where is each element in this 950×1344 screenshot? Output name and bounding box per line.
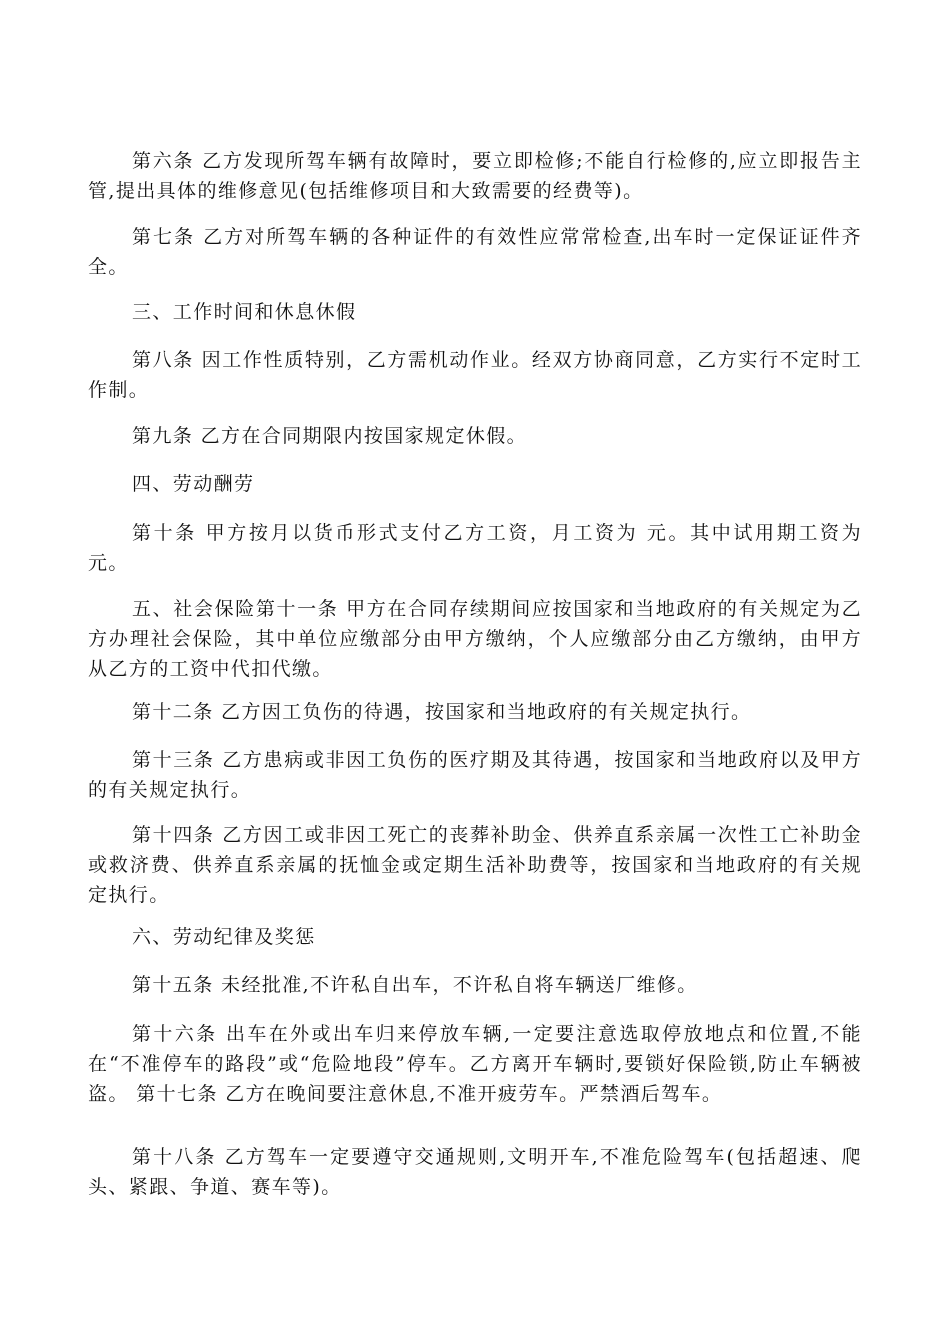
article-8-paragraph: 第八条 因工作性质特别，乙方需机动作业。经双方协商同意，乙方实行不定时工作制。 xyxy=(88,349,862,401)
article-18-paragraph: 第十八条 乙方驾车一定要遵守交通规则,文明开车,不准危险驾车(包括超速、爬头、紧跟、争道、赛车等)。 xyxy=(88,1146,862,1198)
section-4-heading: 四、劳动酬劳 xyxy=(132,473,255,495)
article-10-paragraph: 第十条 甲方按月以货币形式支付乙方工资，月工资为 元。其中试用期工资为 元。 xyxy=(88,522,862,574)
article-6-paragraph: 第六条 乙方发现所驾车辆有故障时，要立即检修;不能自行检修的,应立即报告主管,提出具体的维修意见(包括维修项目和大致需要的经费等)。 xyxy=(88,150,862,202)
section-3-heading: 三、工作时间和休息休假 xyxy=(132,301,357,323)
section-5-article-11-paragraph: 五、社会保险第十一条 甲方在合同存续期间应按国家和当地政府的有关规定为乙方办理社会保险，其中单位应缴部分由甲方缴纳，个人应缴部分由乙方缴纳，由甲方从乙方的工资中代扣代缴。 xyxy=(88,598,862,680)
article-12-paragraph: 第十二条 乙方因工负伤的待遇，按国家和当地政府的有关规定执行。 xyxy=(132,701,752,723)
article-14-paragraph: 第十四条 乙方因工或非因工死亡的丧葬补助金、供养直系亲属一次性工亡补助金或救济费、供养直系亲属的抚恤金或定期生活补助费等，按国家和当地政府的有关规定执行。 xyxy=(88,824,862,906)
section-6-heading: 六、劳动纪律及奖惩 xyxy=(132,926,316,948)
article-13-paragraph: 第十三条 乙方患病或非因工负伤的医疗期及其待遇，按国家和当地政府以及甲方的有关规定执行。 xyxy=(88,749,862,801)
article-9-paragraph: 第九条 乙方在合同期限内按国家规定休假。 xyxy=(132,425,528,447)
article-7-paragraph: 第七条 乙方对所驾车辆的各种证件的有效性应常常检查,出车时一定保证证件齐全。 xyxy=(88,226,862,278)
article-15-paragraph: 第十五条 未经批准,不许私自出车，不许私自将车辆送厂维修。 xyxy=(132,974,698,996)
article-16-17-paragraph: 第十六条 出车在外或出车归来停放车辆,一定要注意选取停放地点和位置,不能在“不准停车的路段”或“危险地段”停车。乙方离开车辆时,要锁好保险锁,防止车辆被盗。 第十七条 乙方在晚间要注意休息,不准开疲劳车。严禁酒后驾车。 xyxy=(88,1023,862,1105)
